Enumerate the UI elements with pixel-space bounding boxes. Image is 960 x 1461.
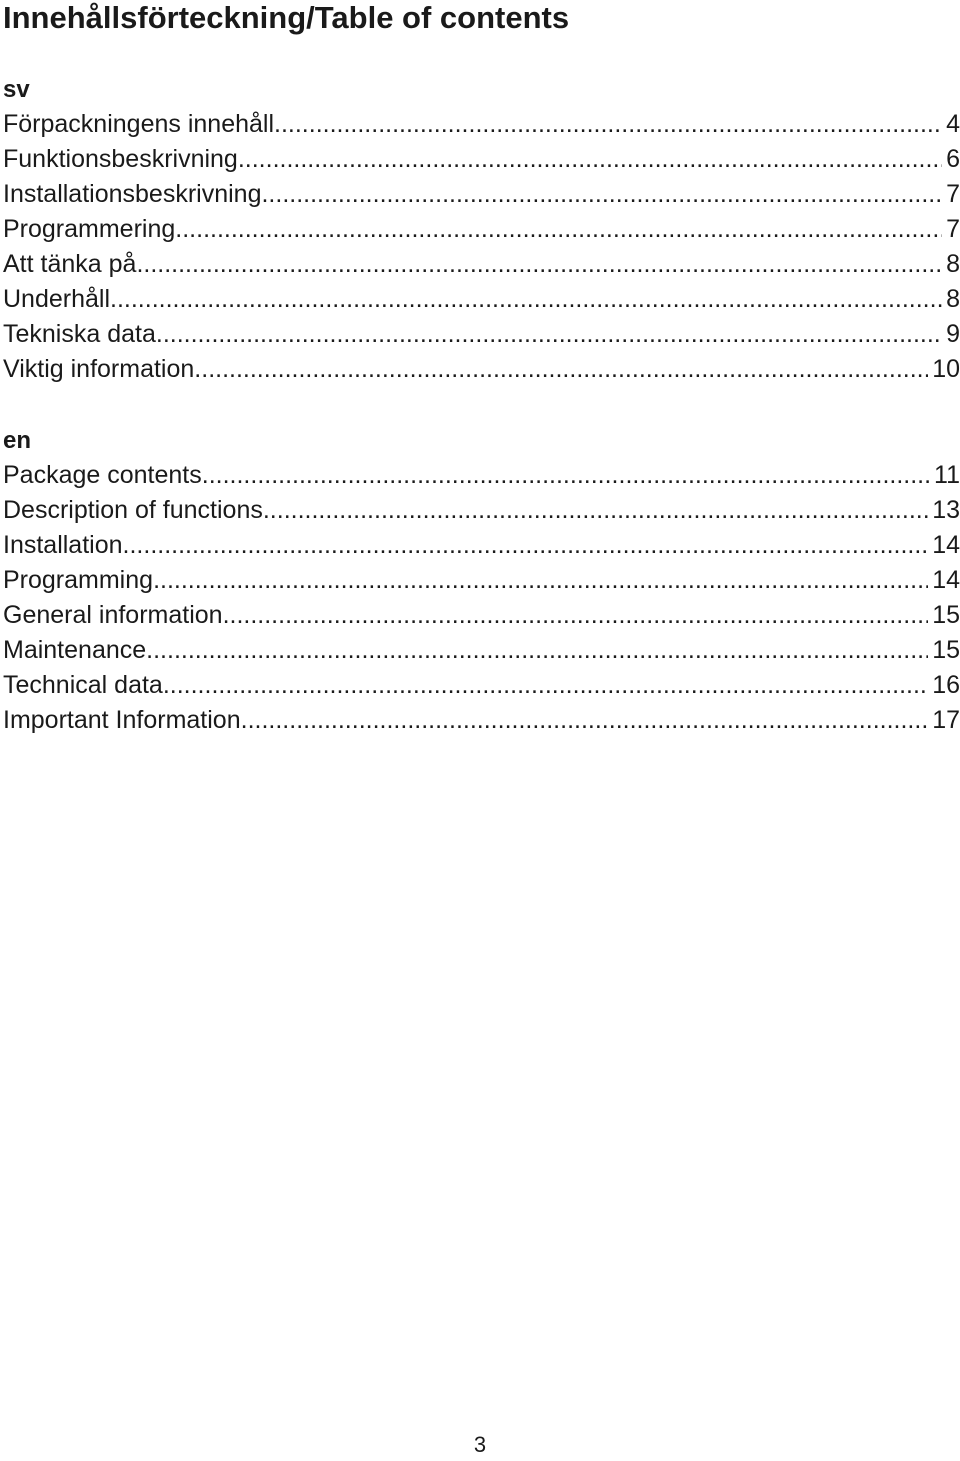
toc-entry-page: 17 <box>932 706 960 734</box>
page-title: Innehållsförteckning/Table of contents <box>3 0 570 35</box>
toc-entry-page: 8 <box>946 285 960 313</box>
toc-dot-leader <box>146 633 928 668</box>
toc-entry-page: 14 <box>932 566 960 594</box>
section-language-code: en <box>3 427 32 454</box>
toc-entry[interactable] <box>3 177 960 212</box>
toc-dot-leader <box>241 703 929 738</box>
toc-dot-leader <box>194 352 928 387</box>
toc-entry-label: Att tänka på <box>3 250 137 278</box>
toc-entry-label: Description of functions <box>3 496 263 524</box>
toc-list <box>3 458 960 738</box>
toc-entry-page: 6 <box>946 145 960 173</box>
toc-dot-leader <box>261 177 942 212</box>
toc-entry[interactable] <box>3 528 960 563</box>
toc-entry-label: Programmering <box>3 215 176 243</box>
toc-entry[interactable] <box>3 247 960 282</box>
toc-entry[interactable] <box>3 563 960 598</box>
toc-entry-label: Package contents <box>3 461 202 489</box>
toc-section-sv <box>3 72 960 387</box>
toc-entry-page: 15 <box>932 636 960 664</box>
toc-entry[interactable] <box>3 668 960 703</box>
toc-dot-leader <box>274 107 942 142</box>
toc-dot-leader <box>263 493 928 528</box>
toc-entry-page: 7 <box>946 215 960 243</box>
toc-entry-label: General information <box>3 601 223 629</box>
toc-dot-leader <box>202 458 930 493</box>
toc-section-en <box>3 423 960 738</box>
toc-entry-label: Installation <box>3 531 123 559</box>
toc-dot-leader <box>123 528 929 563</box>
toc-dot-leader <box>238 142 942 177</box>
toc-entry[interactable] <box>3 598 960 633</box>
toc-dot-leader <box>153 563 928 598</box>
toc-dot-leader <box>163 668 928 703</box>
toc-entry-page: 8 <box>946 250 960 278</box>
toc-entry-page: 7 <box>946 180 960 208</box>
toc-entry-label: Förpackningens innehåll <box>3 110 275 138</box>
toc-entry-page: 9 <box>946 320 960 348</box>
toc-dot-leader <box>110 282 942 317</box>
toc-entry[interactable] <box>3 458 960 493</box>
toc-dot-leader <box>223 598 929 633</box>
toc-entry-label: Important Information <box>3 706 241 734</box>
toc-entry-page: 16 <box>932 671 960 699</box>
toc-entry-page: 10 <box>932 355 960 383</box>
toc-entry-label: Underhåll <box>3 285 111 313</box>
toc-entry[interactable] <box>3 142 960 177</box>
toc-entry-label: Installationsbeskrivning <box>3 180 262 208</box>
toc-entry[interactable] <box>3 317 960 352</box>
toc-entry-page: 13 <box>932 496 960 524</box>
toc-entry-label: Funktionsbeskrivning <box>3 145 238 173</box>
toc-entry[interactable] <box>3 633 960 668</box>
toc-entry[interactable] <box>3 212 960 247</box>
toc-entry[interactable] <box>3 282 960 317</box>
toc-entry-page: 11 <box>934 461 960 489</box>
toc-entry[interactable] <box>3 493 960 528</box>
toc-entry[interactable] <box>3 352 960 387</box>
toc-entry-page: 15 <box>932 601 960 629</box>
toc-dot-leader <box>156 317 942 352</box>
toc-dot-leader <box>175 212 942 247</box>
toc-entry[interactable] <box>3 703 960 738</box>
toc-entry-label: Maintenance <box>3 636 147 664</box>
toc-entry-page: 4 <box>946 110 960 138</box>
toc-entry[interactable] <box>3 107 960 142</box>
page-number: 3 <box>473 1432 487 1457</box>
toc-entry-page: 14 <box>932 531 960 559</box>
toc-entry-label: Technical data <box>3 671 163 699</box>
toc-dot-leader <box>136 247 942 282</box>
toc-entry-label: Viktig information <box>3 355 195 383</box>
toc-entry-label: Programming <box>3 566 154 594</box>
toc-list <box>3 107 960 387</box>
section-language-code: sv <box>3 76 30 103</box>
toc-entry-label: Tekniska data <box>3 320 156 348</box>
